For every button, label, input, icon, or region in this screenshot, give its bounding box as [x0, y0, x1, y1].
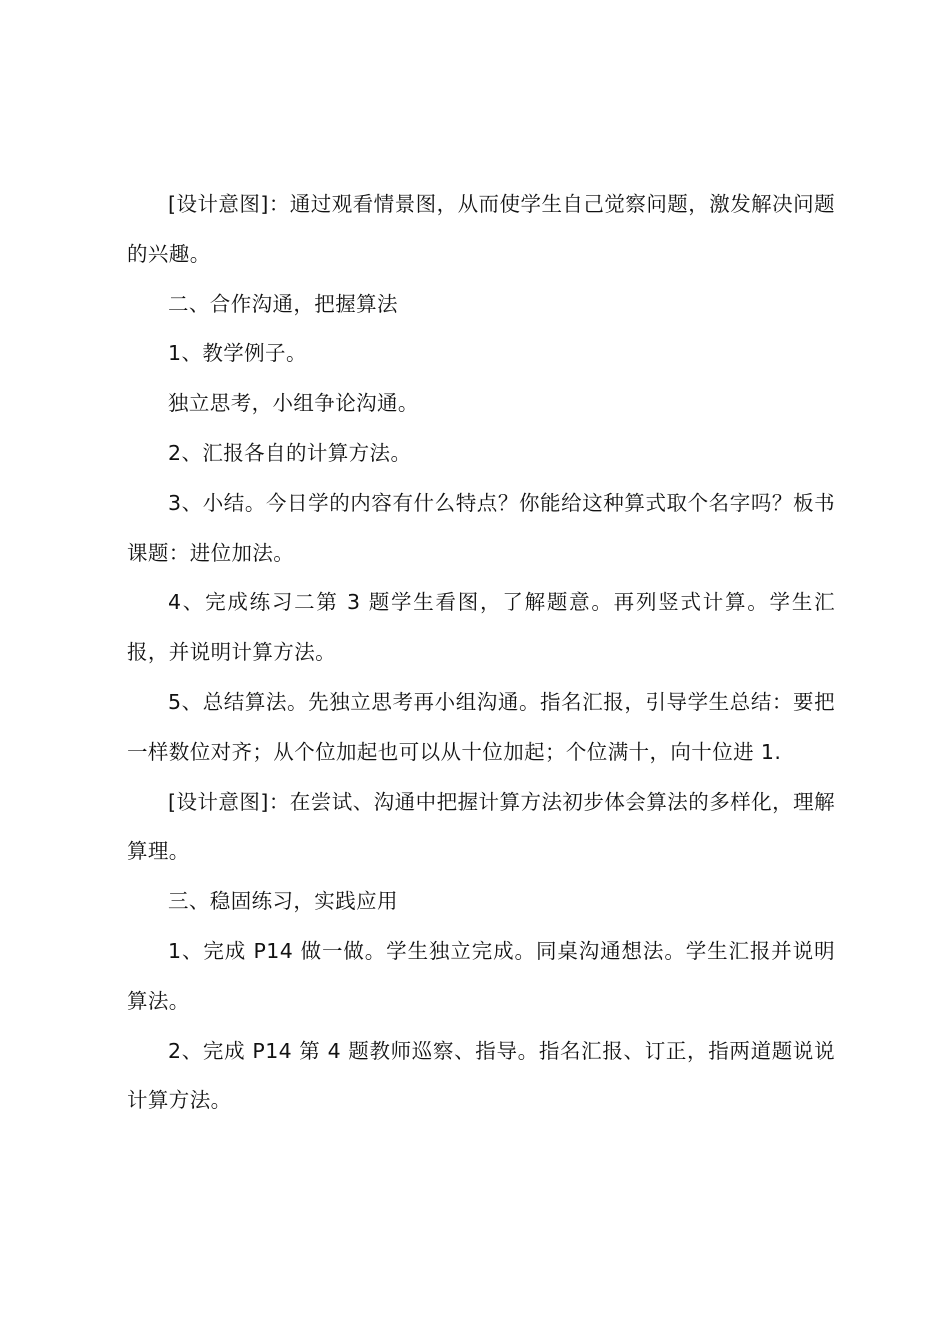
step-5-paragraph: 5、总结算法。先独立思考再小组沟通。指名汇报，引导学生总结：要把一样数位对齐；从个位加起也可以从十位加起；个位满十，向十位进 1.: [127, 689, 835, 764]
step-4-paragraph: 4、完成练习二第 3 题学生看图，了解题意。再列竖式计算。学生汇报，并说明计算方法。: [127, 590, 835, 665]
design-intent-paragraph-1: [设计意图]：通过观看情景图，从而使学生自己觉察问题，激发解决问题的兴趣。: [127, 192, 835, 266]
section-heading-2: 二、合作沟通，把握算法: [168, 291, 398, 316]
step-2-paragraph: 2、汇报各自的计算方法。: [168, 440, 412, 465]
independent-thinking-paragraph: 独立思考，小组争论沟通。: [168, 391, 419, 416]
section-heading-3: 三、稳固练习，实践应用: [168, 889, 398, 914]
document-body: [127, 180, 835, 1126]
practice-2-paragraph: 2、完成 P14 第 4 题教师巡察、指导。指名汇报、订正，指两道题说说计算方法。: [127, 1038, 835, 1113]
design-intent-paragraph-2: [设计意图]：在尝试、沟通中把握计算方法初步体会算法的多样化，理解算理。: [127, 789, 835, 864]
step-3-paragraph: 3、小结。今日学的内容有什么特点？你能给这种算式取个名字吗？板书课题：进位加法。: [127, 490, 835, 565]
step-1-paragraph: 1、教学例子。: [168, 341, 307, 366]
practice-1-paragraph: 1、完成 P14 做一做。学生独立完成。同桌沟通想法。学生汇报并说明算法。: [127, 938, 835, 1013]
